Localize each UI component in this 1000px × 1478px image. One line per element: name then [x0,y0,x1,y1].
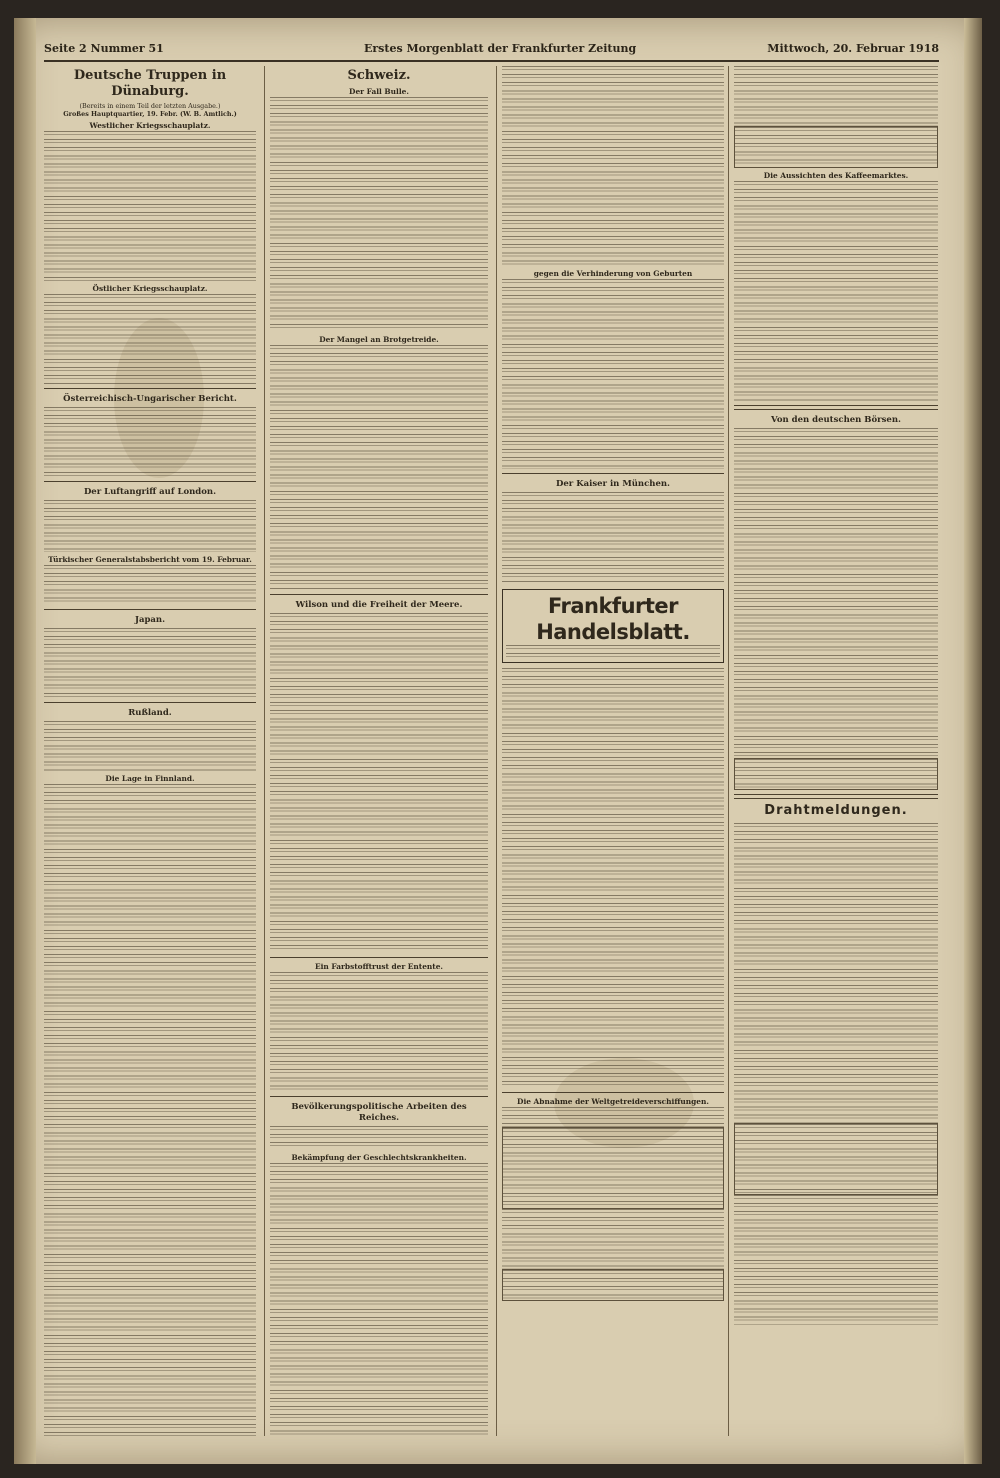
section-london: Der Luftangriff auf London. [83,487,217,498]
column-3 [502,66,724,1436]
article-text [44,628,256,698]
article-text [734,1195,938,1325]
article-text [44,784,256,1436]
page-header [44,42,939,62]
column-2 [270,66,488,1436]
issue-date: Mittwoch, 20. Februar 1918 [767,42,939,55]
article-text [44,294,256,384]
divider [734,405,938,410]
masthead: Erstes Morgenblatt der Frankfurter Zeitung [364,42,637,55]
section-weizen: Die Abnahme der Weltgetreideverschiffungen. [517,1097,709,1106]
section-kaffee: Die Aussichten des Kaffeemarktes. [763,171,909,180]
article-text [270,97,488,332]
section-east: Östlicher Kriegsschauplatz. [92,284,208,294]
section-wilson: Wilson und die Freiheit der Meere. [295,600,463,610]
article-text [502,492,724,584]
page-binding [14,18,36,1464]
article-text [270,1163,488,1436]
column-rule [264,66,265,1436]
divider [270,957,488,958]
subhead-bulle: Der Fall Bulle. [349,87,409,96]
article-text [734,66,938,126]
article-text [44,407,256,477]
page-number: Seite 2 Nummer 51 [44,42,164,55]
divider [44,388,256,389]
section-japan: Japan. [134,615,166,626]
article-text [734,428,938,758]
headline-duenaburg: Deutsche Truppen in Dünaburg. [73,68,227,99]
section-schweiz: Schweiz. [347,68,411,83]
article-text [44,721,256,771]
article-text [502,279,724,469]
handelsblatt-box [502,589,724,663]
handelsblatt-title: Frankfurter Handelsblatt. [536,594,690,644]
subhead-mangel: Der Mangel an Brotgetreide. [319,335,439,344]
article-text [502,1209,724,1269]
article-text [502,668,724,1088]
header-rule [44,60,939,62]
page-edge [964,18,982,1464]
divider [270,1096,488,1097]
article-text [734,181,938,401]
column-4 [734,66,938,1436]
market-table [734,1123,938,1195]
divider [734,794,938,799]
divider [44,609,256,610]
article-text [734,823,938,1123]
divider [502,1092,724,1093]
divider [44,481,256,482]
exchange-table [734,758,938,790]
section-turkey: Türkischer Generalstabsbericht vom 19. Februar. [48,555,252,565]
section-drahtmeldungen: Drahtmeldungen. [764,803,908,818]
section-austria: Österreichisch-Ungarischer Bericht. [63,394,237,405]
column-1 [44,66,256,1436]
article-text [270,1126,488,1150]
article-text [502,66,724,266]
section-boersen: Von den deutschen Börsen. [771,415,901,425]
subhead-bekaempfung: Bekämpfung der Geschlechtskrankheiten. [291,1153,467,1162]
column-rule [496,66,497,1436]
section-kaiser: Der Kaiser in München. [555,479,670,489]
article-text [44,565,256,605]
section-finland: Die Lage in Finnland. [105,774,195,784]
article-text [502,1107,724,1127]
handelsblatt-subtitle [506,645,720,659]
article-text [44,131,256,281]
divider [270,594,488,595]
article-text [270,345,488,590]
divider [44,702,256,703]
article-text [270,613,488,953]
section-russia: Rußland. [128,708,172,719]
headline-note: (Bereits in einem Teil der letzten Ausgabe.) [79,102,221,110]
newspaper-page [14,18,982,1464]
section-bevoelkerung: Bevölkerungspolitische Arbeiten des Reiches. [291,1102,467,1123]
section-entente: Ein Farbstofftrust der Entente. [314,962,443,971]
article-text [270,972,488,1092]
column-rule [728,66,729,1436]
dateline-hq: Großes Hauptquartier, 19. Febr. (W. B. Amtlich.) [63,110,237,119]
shipping-table [502,1269,724,1301]
divider [502,473,724,474]
section-west: Westlicher Kriegsschauplatz. [89,121,211,131]
stock-table [734,126,938,168]
export-table [502,1127,724,1209]
article-text [44,500,256,552]
subhead-geburten: gegen die Verhinderung von Geburten [533,269,693,278]
